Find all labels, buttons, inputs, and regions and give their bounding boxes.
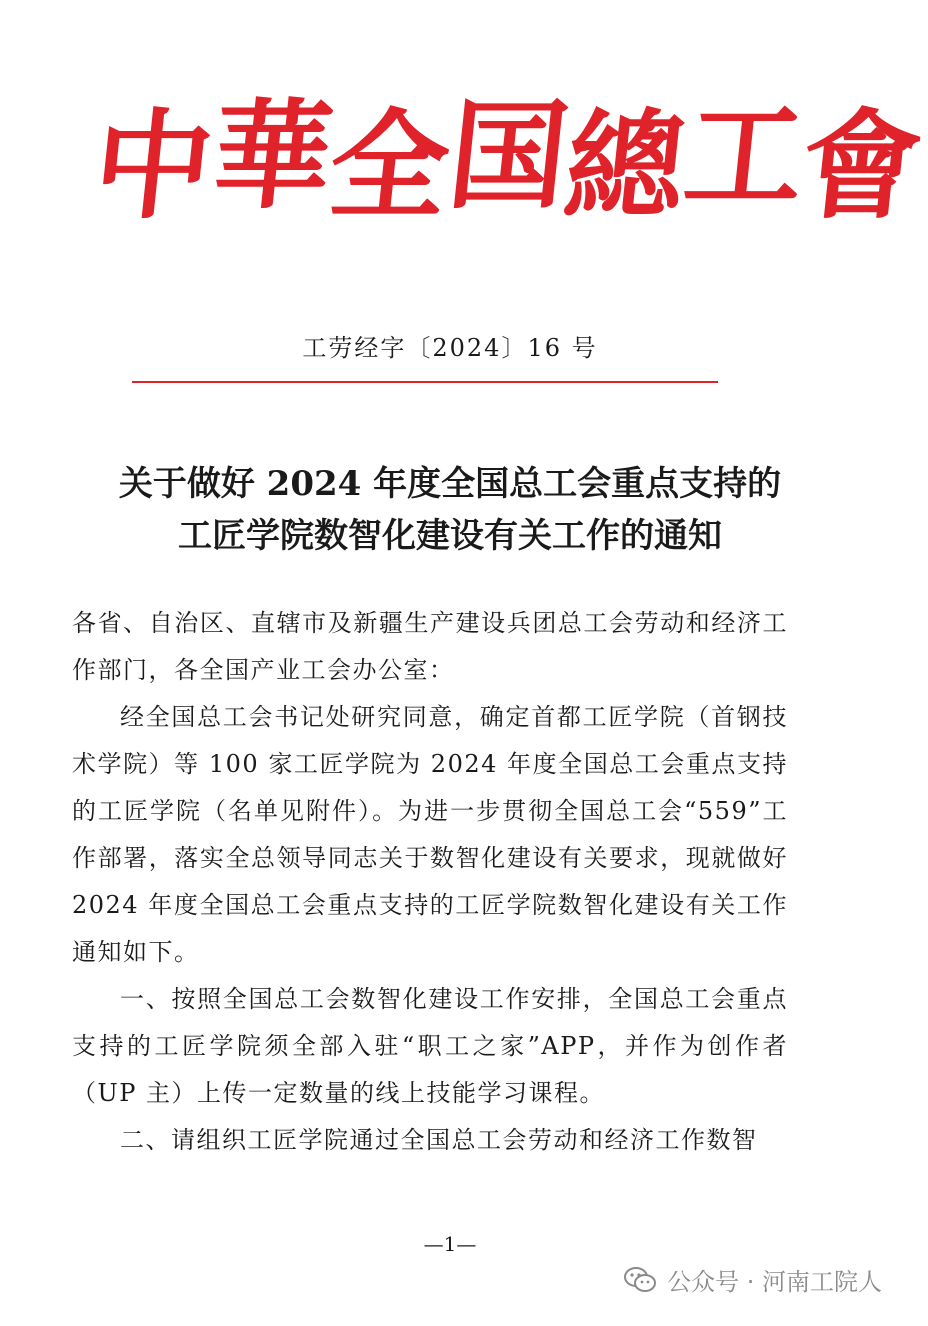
paragraph-3: 二、请组织工匠学院通过全国总工会劳动和经济工作数智 — [120, 1126, 758, 1154]
letterhead-char: 總 — [559, 96, 692, 235]
letterhead-char: 會 — [795, 96, 928, 235]
letterhead-char: 全 — [323, 96, 456, 235]
letterhead-char: 工 — [678, 86, 811, 225]
paragraph-1: 经全国总工会书记处研究同意，确定首都工匠学院（首钢技术学院）等 100 家工匠学院为 2024 年度全国总工会重点支持的工匠学院（名单见附件）。为进一步贯彻全国总工会“559”工作部署，落实全总领导同志关于数智化建设有关要求，现就做好 2024 年度全国总工会重点支持的工匠学院数智化建设有关工作通知如下。 — [72, 703, 788, 966]
wechat-icon — [623, 1263, 657, 1297]
addressee: 各省、自治区、直辖市及新疆生产建设兵团总工会劳动和经济工作部门，各全国产业工会办公室： — [72, 609, 788, 684]
document-title — [0, 458, 900, 562]
document-body — [72, 600, 788, 1164]
letterhead — [87, 75, 928, 245]
page-number: —1— — [423, 1232, 477, 1256]
letterhead-char: 国 — [442, 86, 575, 225]
document-number: 工劳经字〔2024〕16 号 — [302, 334, 598, 362]
letterhead-char: 華 — [206, 86, 339, 225]
paragraph-2: 一、按照全国总工会数智化建设工作安排，全国总工会重点支持的工匠学院须全部入驻“职工之家”APP，并作为创作者（UP 主）上传一定数量的线上技能学习课程。 — [72, 985, 788, 1107]
title-line-1: 关于做好 2024 年度全国总工会重点支持的 — [118, 464, 782, 504]
watermark-text: 公众号 · 河南工院人 — [667, 1268, 882, 1296]
title-line-2: 工匠学院数智化建设有关工作的通知 — [178, 516, 722, 556]
red-divider — [132, 381, 718, 383]
letterhead-char: 中 — [87, 96, 220, 235]
watermark — [623, 1262, 882, 1297]
